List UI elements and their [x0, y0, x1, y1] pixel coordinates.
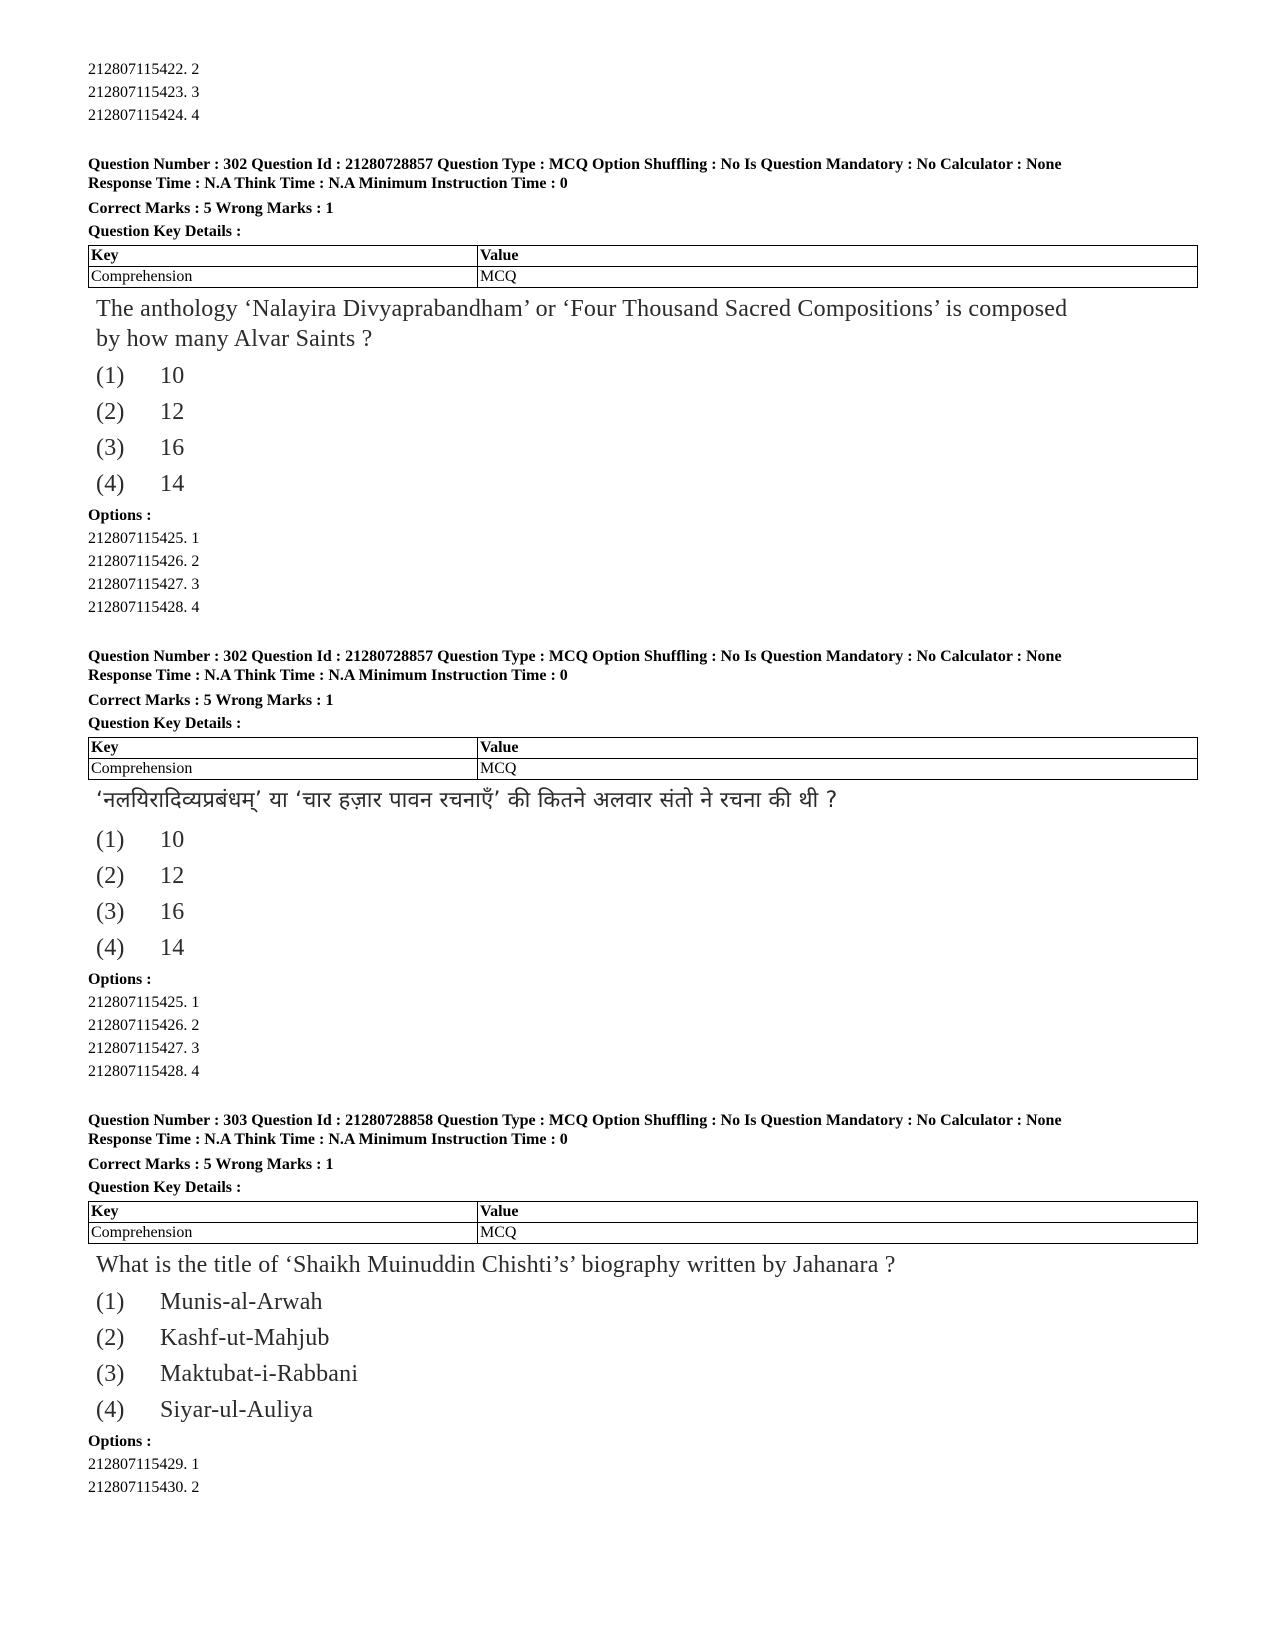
choice-item [96, 930, 1198, 966]
choice-list [96, 358, 1198, 502]
choice-number: (4) [96, 471, 125, 497]
question-block-1 [88, 155, 1198, 619]
key-details-table [88, 245, 1198, 288]
choice-number: (1) [96, 1289, 125, 1315]
key-header: Key [89, 1202, 478, 1223]
question-text: The anthology ‘Nalayira Divyaprabandham’ or ‘Four Thousand Sacred Compositions’ is composed [96, 296, 1068, 322]
value-header: Value [478, 246, 1198, 267]
option-line: 212807115424. 4 [88, 107, 200, 124]
question-text: ‘नलयिरादिव्यप्रबंधम्’ या ‘चार हज़ार पावन रचनाएँ’ की कितने अलवार संतो ने रचना की थी ? [96, 788, 838, 813]
choice-item [96, 1392, 1198, 1428]
table-header-row [89, 246, 1198, 267]
table-row [89, 267, 1198, 288]
choice-value: 12 [160, 399, 185, 425]
marks-line: Correct Marks : 5 Wrong Marks : 1 [88, 200, 334, 217]
value-cell: MCQ [478, 267, 1198, 288]
choice-number: (4) [96, 935, 125, 961]
question-block-2 [88, 647, 1198, 1083]
question-text: What is the title of ‘Shaikh Muinuddin Chishti’s’ biography written by Jahanara ? [96, 1252, 896, 1278]
document-page [88, 58, 1198, 1499]
options-label: Options : [88, 1433, 152, 1450]
question-meta-line-2: Response Time : N.A Think Time : N.A Minimum Instruction Time : 0 [88, 1131, 568, 1148]
option-line: 212807115425. 1 [88, 530, 200, 547]
choice-item [96, 1320, 1198, 1356]
key-header: Key [89, 738, 478, 759]
option-line: 212807115426. 2 [88, 1017, 200, 1034]
options-label: Options : [88, 971, 152, 988]
question-content [88, 786, 1198, 966]
key-cell: Comprehension [89, 267, 478, 288]
value-header: Value [478, 738, 1198, 759]
option-line: 212807115425. 1 [88, 994, 200, 1011]
key-header: Key [89, 246, 478, 267]
choice-number: (1) [96, 363, 125, 389]
choice-item [96, 1356, 1198, 1392]
table-row [89, 759, 1198, 780]
choice-value: 12 [160, 863, 185, 889]
marks-line: Correct Marks : 5 Wrong Marks : 1 [88, 692, 334, 709]
key-details-label: Question Key Details : [88, 1179, 242, 1196]
choice-value: Munis-al-Arwah [160, 1289, 323, 1315]
option-line: 212807115427. 3 [88, 1040, 200, 1057]
choice-item [96, 822, 1198, 858]
key-cell: Comprehension [89, 759, 478, 780]
choice-value: 10 [160, 827, 185, 853]
choice-item [96, 394, 1198, 430]
choice-number: (2) [96, 1325, 125, 1351]
table-header-row [89, 1202, 1198, 1223]
prev-options-list [88, 58, 1198, 127]
question-meta-line-2: Response Time : N.A Think Time : N.A Minimum Instruction Time : 0 [88, 667, 568, 684]
value-cell: MCQ [478, 759, 1198, 780]
key-details-table [88, 737, 1198, 780]
key-cell: Comprehension [89, 1223, 478, 1244]
question-block-3 [88, 1111, 1198, 1499]
choice-number: (3) [96, 1361, 125, 1387]
option-line: 212807115422. 2 [88, 61, 200, 78]
question-meta-line-1: Question Number : 302 Question Id : 21280728857 Question Type : MCQ Option Shuffling : No Is Question Mandatory : No Calculator : None [88, 156, 1062, 173]
option-line: 212807115427. 3 [88, 576, 200, 593]
choice-value: Siyar-ul-Auliya [160, 1397, 314, 1423]
choice-item [96, 894, 1198, 930]
question-text-cont: by how many Alvar Saints ? [96, 326, 373, 352]
options-label: Options : [88, 507, 152, 524]
question-meta [88, 1111, 1198, 1149]
key-details-table [88, 1201, 1198, 1244]
question-meta-line-1: Question Number : 303 Question Id : 21280728858 Question Type : MCQ Option Shuffling : No Is Question Mandatory : No Calculator : None [88, 1112, 1062, 1129]
choice-number: (1) [96, 827, 125, 853]
choice-number: (2) [96, 399, 125, 425]
key-details-label: Question Key Details : [88, 223, 242, 240]
question-content [88, 1250, 1198, 1428]
value-header: Value [478, 1202, 1198, 1223]
choice-number: (3) [96, 899, 125, 925]
choice-value: 16 [160, 435, 185, 461]
choice-item [96, 358, 1198, 394]
key-details-label: Question Key Details : [88, 715, 242, 732]
choice-value: 14 [160, 935, 185, 961]
question-meta [88, 647, 1198, 685]
marks-line: Correct Marks : 5 Wrong Marks : 1 [88, 1156, 334, 1173]
choice-value: 14 [160, 471, 185, 497]
option-line: 212807115428. 4 [88, 1063, 200, 1080]
choice-list [96, 1284, 1198, 1428]
choice-value: 10 [160, 363, 185, 389]
table-row [89, 1223, 1198, 1244]
choice-number: (4) [96, 1397, 125, 1423]
choice-value: Kashf-ut-Mahjub [160, 1325, 330, 1351]
value-cell: MCQ [478, 1223, 1198, 1244]
choice-item [96, 466, 1198, 502]
option-line: 212807115428. 4 [88, 599, 200, 616]
choice-value: Maktubat-i-Rabbani [160, 1361, 359, 1387]
question-meta-line-2: Response Time : N.A Think Time : N.A Minimum Instruction Time : 0 [88, 175, 568, 192]
question-content [88, 294, 1198, 502]
option-line: 212807115430. 2 [88, 1479, 200, 1496]
choice-item [96, 1284, 1198, 1320]
choice-number: (3) [96, 435, 125, 461]
choice-number: (2) [96, 863, 125, 889]
choice-value: 16 [160, 899, 185, 925]
question-meta-line-1: Question Number : 302 Question Id : 21280728857 Question Type : MCQ Option Shuffling : No Is Question Mandatory : No Calculator : None [88, 648, 1062, 665]
choice-list [96, 822, 1198, 966]
option-line: 212807115426. 2 [88, 553, 200, 570]
choice-item [96, 430, 1198, 466]
choice-item [96, 858, 1198, 894]
question-meta [88, 155, 1198, 193]
table-header-row [89, 738, 1198, 759]
option-line: 212807115423. 3 [88, 84, 200, 101]
option-line: 212807115429. 1 [88, 1456, 200, 1473]
